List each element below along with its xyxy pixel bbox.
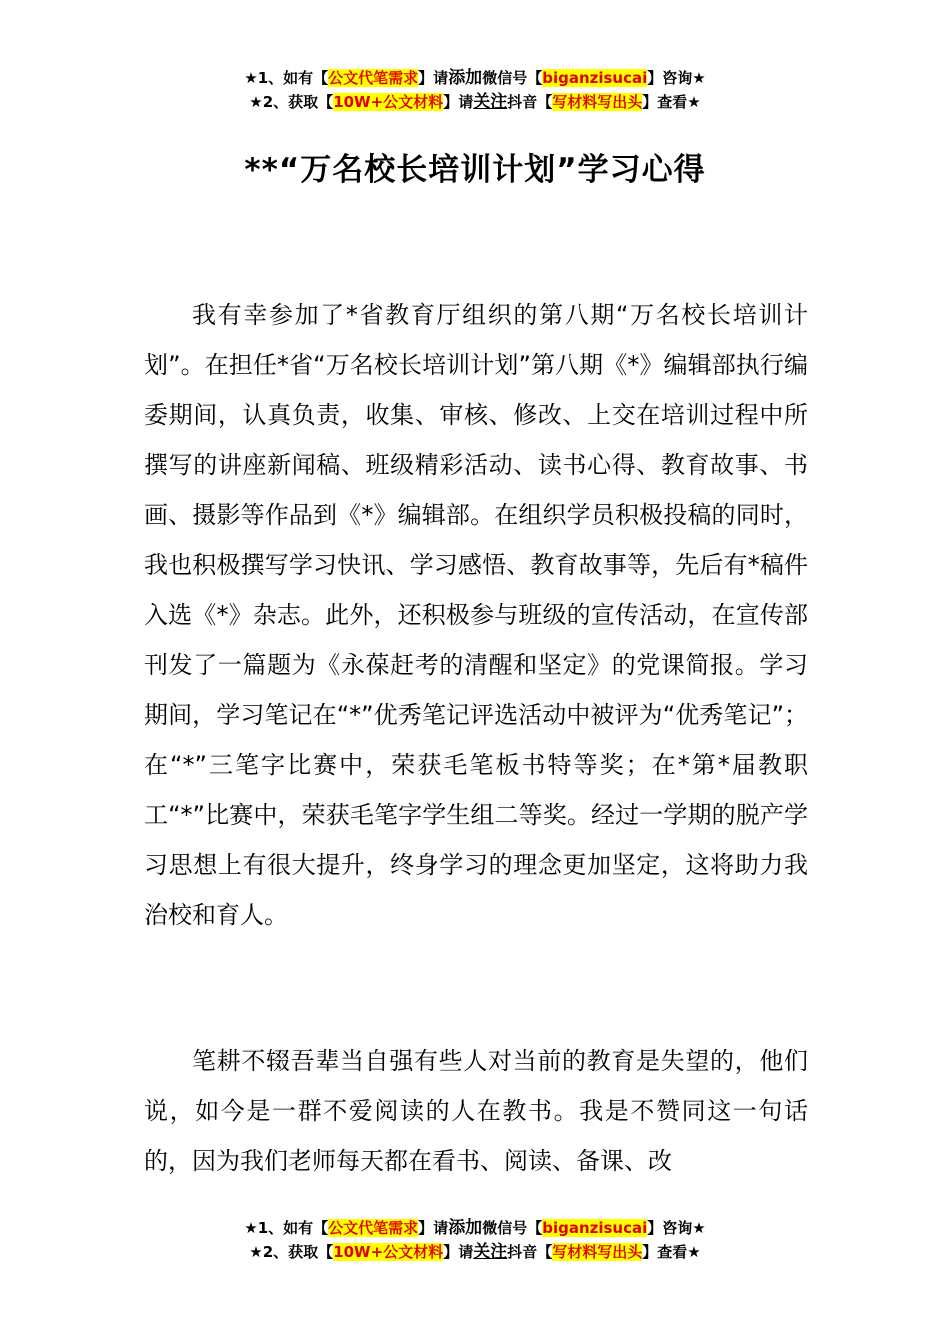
banner-highlight: 写材料写出头 [552,1243,643,1261]
banner-text: ★1、如有【 [244,69,329,87]
banner-line-2 [0,1240,950,1264]
document-title: **“万名校长培训计划”学习心得 [244,152,706,188]
banner-highlight: 公文代笔需求 [328,69,419,87]
body-paragraph-2: 笔耕不辍吾辈当自强有些人对当前的教育是失望的，他们说，如今是一群不爱阅读的人在教书。我是不赞同这一句话的，因为我们老师每天都在看书、阅读、备课、改 [144,1047,808,1175]
banner-highlight: 10W+公文材料 [333,93,444,111]
footer-banner [0,1216,950,1264]
banner-text: 抖音【 [507,93,553,111]
header-banner [0,66,950,114]
banner-line-2 [0,90,950,114]
banner-highlight: 写材料写出头 [552,93,643,111]
banner-text: 】请 [443,93,474,111]
banner-text: ★1、如有【 [244,1219,329,1237]
banner-text: 微信号【 [482,1219,543,1237]
banner-emphasis: 添加 [448,1218,483,1238]
banner-emphasis: 关注 [473,1242,508,1262]
banner-line-1 [0,66,950,90]
banner-highlight: biganzisucai [542,1219,648,1237]
banner-text: ★2、获取【 [249,1243,334,1261]
banner-text: 】请 [418,1219,449,1237]
banner-text: 】咨询★ [647,69,706,87]
banner-text: 】请 [443,1243,474,1261]
banner-emphasis: 关注 [473,92,508,112]
banner-highlight: 10W+公文材料 [333,1243,444,1261]
banner-highlight: 公文代笔需求 [328,1219,419,1237]
banner-text: 】咨询★ [647,1219,706,1237]
banner-text: 抖音【 [507,1243,553,1261]
banner-line-1 [0,1216,950,1240]
banner-text: 】查看★ [642,93,701,111]
banner-text: 微信号【 [482,69,543,87]
banner-emphasis: 添加 [448,68,483,88]
banner-text: 】请 [418,69,449,87]
banner-highlight: biganzisucai [542,69,648,87]
body-paragraph-1: 我有幸参加了*省教育厅组织的第八期“万名校长培训计划”。在担任*省“万名校长培训计划”第八期《*》编辑部执行编委期间，认真负责，收集、审核、修改、上交在培训过程中所撰写的讲座新闻稿、班级精彩活动、读书心得、教育故事、书画、摄影等作品到《*》编辑部。在组织学员积极投稿的同时，我也积极撰写学习快讯、学习感悟、教育故事等，先后有*稿件入选《*》杂志。此外，还积极参与班级的宣传活动，在宣传部刊发了一篇题为《永葆赶考的清醒和坚定》的党课简报。学习期间，学习笔记在“*”优秀笔记评选活动中被评为“优秀笔记”；在“*”三笔字比赛中，荣获毛笔板书特等奖；在*第*届教职工“*”比赛中，荣获毛笔字学生组二等奖。经过一学期的脱产学习思想上有很大提升，终身学习的理念更加坚定，这将助力我治校和育人。 [144,301,808,929]
banner-text: ★2、获取【 [249,93,334,111]
banner-text: 】查看★ [642,1243,701,1261]
